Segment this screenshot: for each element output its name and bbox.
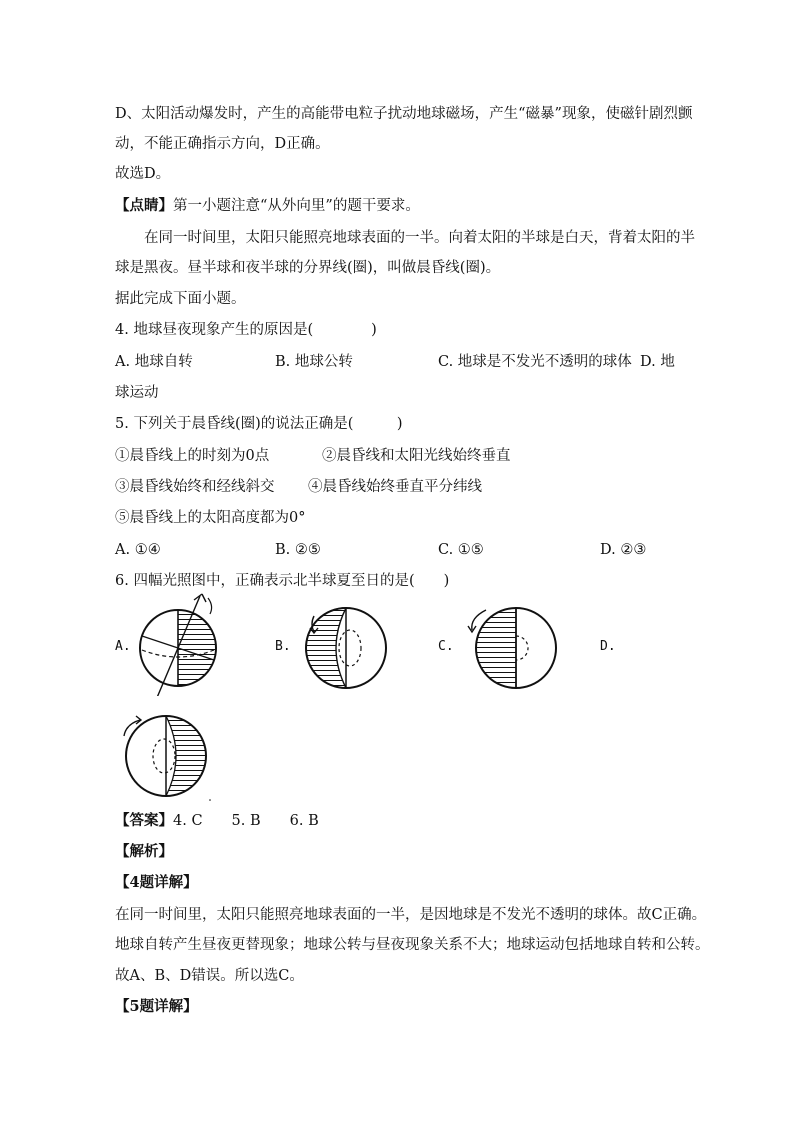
question-4-stem: 4. 地球昼夜现象产生的原因是( ) (115, 322, 377, 338)
detail-4-line3: 故A、B、D错误。所以选C。 (115, 968, 304, 984)
tip-label: 【点睛】 (115, 197, 173, 214)
question-5-stem: 5. 下列关于晨昏线(圈)的说法正确是( ) (115, 416, 403, 432)
q6-figure-d (112, 708, 216, 804)
detail-4-heading: 【4题详解】 (115, 874, 198, 891)
q5-statement-5: ⑤晨昏线上的太阳高度都为0° (115, 510, 306, 526)
detail-4-line2: 地球自转产生昼夜更替现象；地球公转与昼夜现象关系不大；地球运动包括地球自转和公转。 (115, 937, 710, 953)
q5-statement-4: ④晨昏线始终垂直平分纬线 (308, 479, 482, 495)
q6-label-b: B. (275, 639, 291, 654)
passage-line1: 在同一时间里，太阳只能照亮地球表面的一半。向着太阳的半球是白天，背着太阳的半 (144, 230, 695, 246)
question-6-stem: 6. 四幅光照图中，正确表示北半球夏至日的是( ) (115, 573, 450, 589)
q4-option-d: D. 地 (640, 354, 675, 370)
tip-text: 第一小题注意“从外向里”的题干要求。 (173, 198, 420, 214)
q5-statement-2: ②晨昏线和太阳光线始终垂直 (322, 448, 511, 464)
q5-option-d: D. ②③ (600, 542, 647, 558)
answer-line (115, 811, 319, 831)
passage-line2: 球是黑夜。昼半球和夜半球的分界线(圈)，叫做晨昏线(圈)。 (115, 260, 501, 276)
q4-option-a: A. 地球自转 (115, 354, 193, 370)
q6-figure-c (462, 600, 558, 694)
option-d-explanation-line2: 动，不能正确指示方向，D正确。 (115, 136, 330, 152)
passage-line3: 据此完成下面小题。 (115, 291, 246, 307)
tip-paragraph (115, 196, 420, 216)
q5-statement-3: ③晨昏线始终和经线斜交 (115, 479, 275, 495)
q6-figure-b (294, 598, 392, 694)
detail-5-heading: 【5题详解】 (115, 998, 198, 1015)
q4-option-d-continued: 球运动 (115, 385, 159, 401)
answer-text: 4. C 5. B 6. B (173, 813, 319, 829)
q6-label-a: A. (115, 639, 131, 654)
q5-option-a: A. ①④ (115, 542, 161, 558)
q5-statement-1: ①晨昏线上的时刻为0点 (115, 448, 270, 464)
answer-label: 【答案】 (115, 812, 173, 829)
q6-label-c: C. (438, 639, 454, 654)
option-d-explanation-line1: D、太阳活动爆发时，产生的高能带电粒子扰动地球磁场，产生“磁暴”现象，使磁针剧烈颤 (115, 106, 693, 122)
analysis-heading: 【解析】 (115, 843, 173, 860)
q5-option-c: C. ①⑤ (438, 542, 484, 558)
q5-option-b: B. ②⑤ (275, 542, 321, 558)
q4-option-b: B. 地球公转 (275, 354, 353, 370)
choose-d: 故选D。 (115, 166, 171, 182)
q6-figure-a (128, 592, 228, 696)
detail-4-line1: 在同一时间里，太阳只能照亮地球表面的一半，是因地球是不发光不透明的球体。故C正确。 (115, 907, 707, 923)
q4-option-c: C. 地球是不发光不透明的球体 (438, 354, 632, 370)
q6-label-d: D. (600, 639, 616, 654)
